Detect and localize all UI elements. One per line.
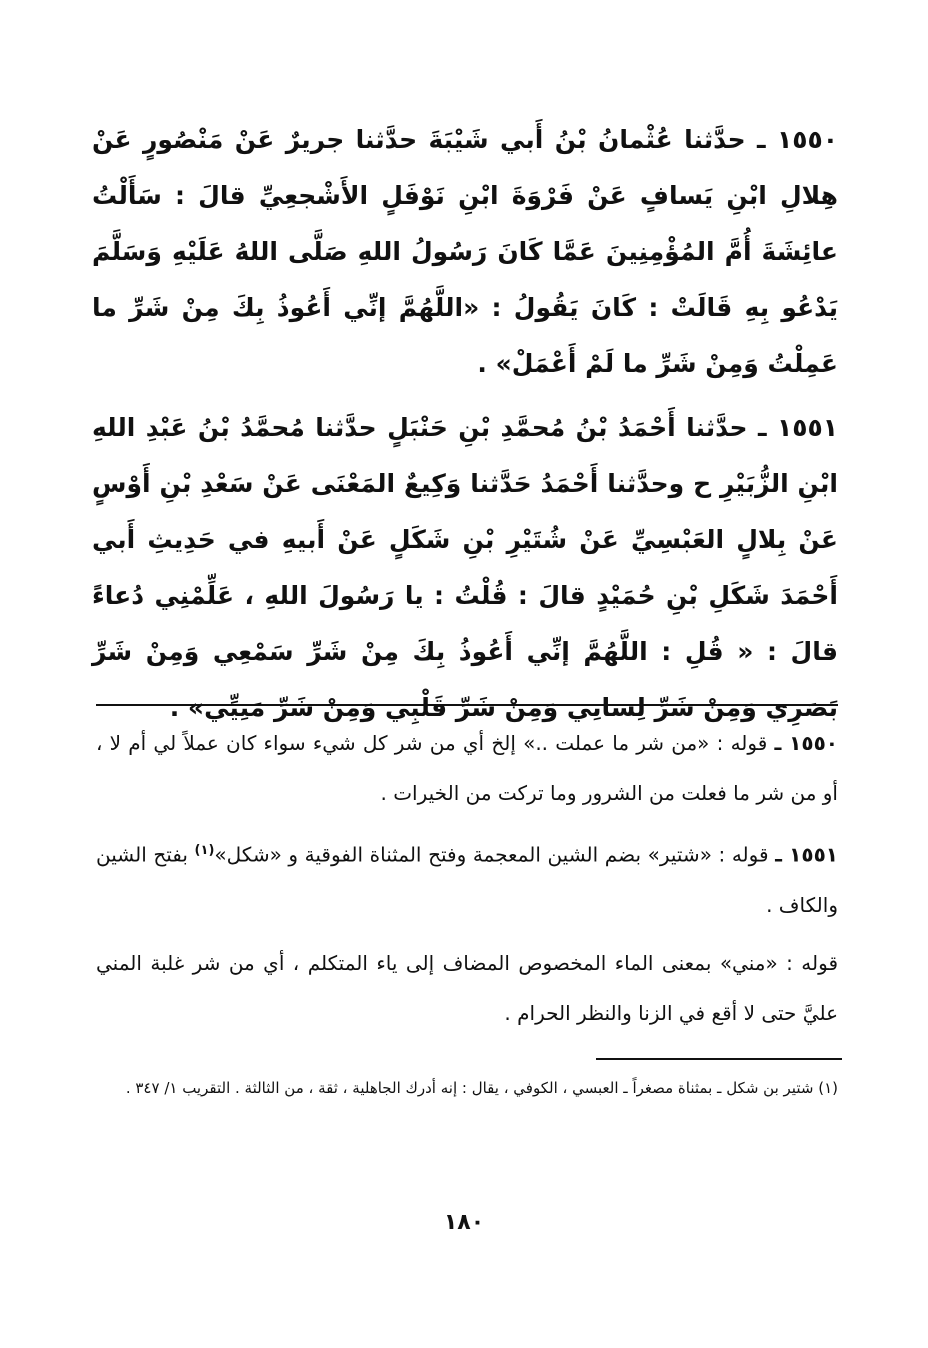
- commentary-text: قوله : «من شر ما عملت ..» إلخ أي من شر كل شيء سواء كان عملاً لي أم لا ، أو من شر ما فعلت من الشرور وما تركت من الخيرات .: [96, 731, 838, 805]
- hadith-text: حدَّثنا أَحْمَدُ بْنُ مُحمَّدِ بْنِ حَنْبَلٍ حدَّثنا مُحمَّدُ بْنُ عَبْدِ اللهِ ابْنِ الزُّبَيْرِ ح وحدَّثنا أَحْمَدُ حَدَّثنا وَكِيعٌ المَعْنَى عَنْ سَعْدِ بْنِ أَوْسٍ عَنْ بِلالٍ العَبْسِيِّ عَنْ شُتَيْرِ بْنِ شَكَلٍ عَنْ أَبيهِ في حَدِيثِ أَبي أَحْمَدَ شَكَلِ بْنِ حُمَيْدٍ قالَ : قُلْتُ : يا رَسُولَ اللهِ ، عَلِّمْنِي دُعاءً قالَ : « قُلِ : اللَّهُمَّ إنِّي أَعُوذُ بِكَ مِنْ شَرِّ سَمْعِي وَمِنْ شَرِّ بَصَرِي وَمِنْ شَرِّ لِسانِي وَمِنْ شَرِّ قَلْبِي وَمِنْ شَرِّ مَنِيِّي» .: [92, 413, 838, 722]
- commentary-text: قوله : «مني» بمعنى الماء المخصوص المضاف إلى ياء المتكلم ، أي من شر غلبة المني عليَّ حتى لا أقع في الزنا والنظر الحرام .: [96, 950, 838, 1025]
- commentary-number: ١٥٥٠ ـ: [774, 731, 838, 755]
- commentary-number: ١٥٥١ ـ: [775, 842, 838, 867]
- hadith-number: ١٥٥٠ ـ: [757, 125, 838, 154]
- commentary-1551: [96, 826, 838, 930]
- footnote: [96, 1072, 838, 1104]
- footnote-text: شتير بن شكل ـ بمثناة مصغراً ـ العبسي ، الكوفي ، يقال : إنه أدرك الجاهلية ، ثقة ، من الثالثة . التقريب ١/ ٣٤٧ .: [125, 1079, 814, 1097]
- hadith-text-block: [92, 112, 838, 744]
- hadith-1551: [92, 400, 838, 736]
- footnote-divider: [596, 1058, 842, 1060]
- commentary-1550: [96, 718, 838, 818]
- hadith-number: ١٥٥١ ـ: [758, 413, 838, 442]
- footnote-marker: (١): [818, 1079, 838, 1097]
- section-divider: [96, 704, 838, 706]
- footnote-reference[interactable]: (١): [194, 843, 215, 858]
- commentary-mani: [96, 938, 838, 1038]
- page-number: ١٨٠: [443, 1210, 485, 1235]
- commentary-text: قوله : «شتير» بضم الشين المعجمة وفتح المثناة الفوقية و «شكل»: [214, 842, 769, 867]
- commentary-block: [96, 718, 838, 1046]
- commentary-text-continued: بفتح الشين والكاف .: [96, 842, 838, 917]
- hadith-text: حدَّثنا عُثْمانُ بْنُ أَبي شَيْبَةَ حدَّثنا جريرٌ عَنْ مَنْصُورٍ عَنْ هِلالِ ابْنِ يَسافٍ عَنْ فَرْوَةَ ابْنِ نَوْفَلٍ الأَشْجعِيِّ قالَ : سَأَلْتُ عائِشَةَ أُمَّ المُؤْمِنِينَ عَمَّا كَانَ رَسُولُ اللهِ صَلَّى اللهُ عَلَيْهِ وَسَلَّمَ يَدْعُو بِهِ قَالَتْ : كَانَ يَقُولُ : «اللَّهُمَّ إنِّي أَعُوذُ بِكَ مِنْ شَرِّ ما عَمِلْتُ وَمِنْ شَرِّ ما لَمْ أَعْمَلْ» .: [92, 125, 838, 378]
- hadith-1550: [92, 112, 838, 392]
